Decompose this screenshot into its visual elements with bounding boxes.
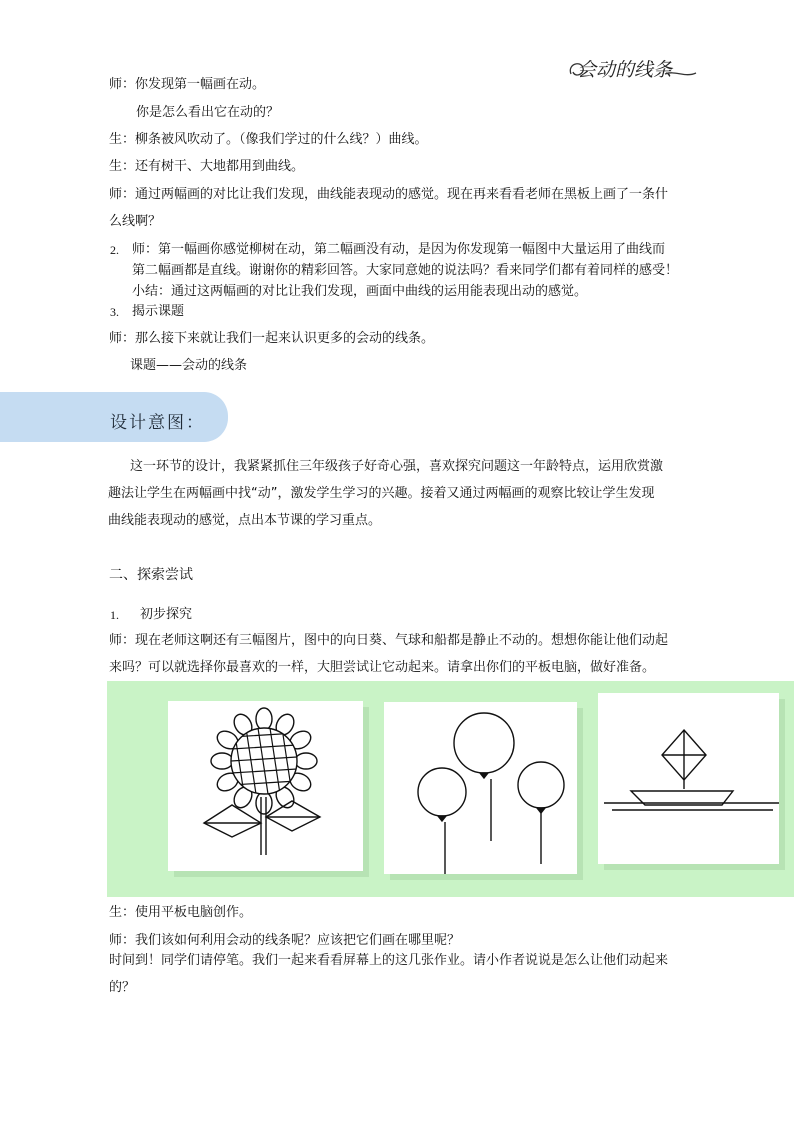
dialog-line: 的？ bbox=[109, 980, 136, 995]
dialog-line: 师：通过两幅画的对比让我们发现，曲线能表现动的感觉。现在再来看看老师在黑板上画了一条什 bbox=[109, 187, 669, 202]
list-number: 2. bbox=[110, 243, 119, 257]
balloons-icon bbox=[384, 702, 577, 874]
banner-title: 设计意图： bbox=[110, 413, 205, 433]
dialog-line: 师：那么接下来就让我们一起来认识更多的会动的线条。 bbox=[109, 331, 435, 346]
paragraph-line: 曲线能表现动的感觉，点出本节课的学习重点。 bbox=[108, 513, 382, 528]
list-item-text: 师：第一幅画你感觉柳树在动，第二幅画没有动，是因为你发现第一幅图中大量运用了曲线而 bbox=[132, 242, 666, 257]
header-logo bbox=[565, 44, 697, 88]
dialog-line: 你是怎么看出它在动的？ bbox=[136, 105, 280, 120]
paragraph-line: 这一环节的设计，我紧紧抓住三年级孩子好奇心强，喜欢探究问题这一年龄特点，运用欣赏激 bbox=[130, 459, 664, 474]
list-item-text: 揭示课题 bbox=[132, 304, 185, 319]
dialog-line: 师：现在老师这啊还有三幅图片，图中的向日葵、气球和船都是静止不动的。想想你能让他们动起 bbox=[109, 633, 669, 648]
lesson-title: 课题——会动的线条 bbox=[130, 358, 248, 373]
balloons-picture bbox=[384, 702, 577, 874]
section-heading: 二、探索尝试 bbox=[109, 567, 193, 583]
dialog-line: 生：柳条被风吹动了。（像我们学过的什么线？）曲线。 bbox=[109, 132, 428, 147]
list-number: 3. bbox=[110, 305, 119, 319]
dialog-line: 时间到！同学们请停笔。我们一起来看看屏幕上的这几张作业。请小作者说说是怎么让他们动起来 bbox=[109, 953, 669, 968]
logo-text: 会动的线条 bbox=[577, 59, 673, 81]
sunflower-picture bbox=[168, 701, 363, 871]
list-number: 1. bbox=[110, 608, 119, 622]
list-item-text: 初步探究 bbox=[140, 607, 193, 622]
summary-text: 小结：通过这两幅画的对比让我们发现，画面中曲线的运用能表现出动的感觉。 bbox=[132, 284, 588, 299]
design-intent-banner bbox=[0, 392, 228, 442]
dialog-line: 生：还有树干、大地都用到曲线。 bbox=[109, 159, 305, 174]
paragraph-line: 趣法让学生在两幅画中找“动”，激发学生学习的兴趣。接着又通过两幅画的观察比较让学生发现 bbox=[108, 486, 655, 501]
dialog-line: 来吗？可以就选择你最喜欢的一样，大胆尝试让它动起来。请拿出你们的平板电脑，做好准备。 bbox=[109, 660, 656, 675]
sailboat-picture bbox=[598, 693, 779, 864]
dialog-line: 师：我们该如何利用会动的线条呢？应该把它们画在哪里呢？ bbox=[109, 933, 461, 948]
pictures-panel bbox=[107, 681, 794, 897]
dialog-line: 生：使用平板电脑创作。 bbox=[109, 905, 253, 920]
list-item-text: 第二幅画都是直线。谢谢你的精彩回答。大家同意她的说法吗？看来同学们都有着同样的感受！ bbox=[132, 263, 679, 278]
sailboat-icon bbox=[598, 693, 779, 864]
sunflower-icon bbox=[168, 701, 363, 871]
dialog-line: 么线啊？ bbox=[109, 214, 162, 229]
dialog-line: 师：你发现第一幅画在动。 bbox=[109, 77, 266, 92]
